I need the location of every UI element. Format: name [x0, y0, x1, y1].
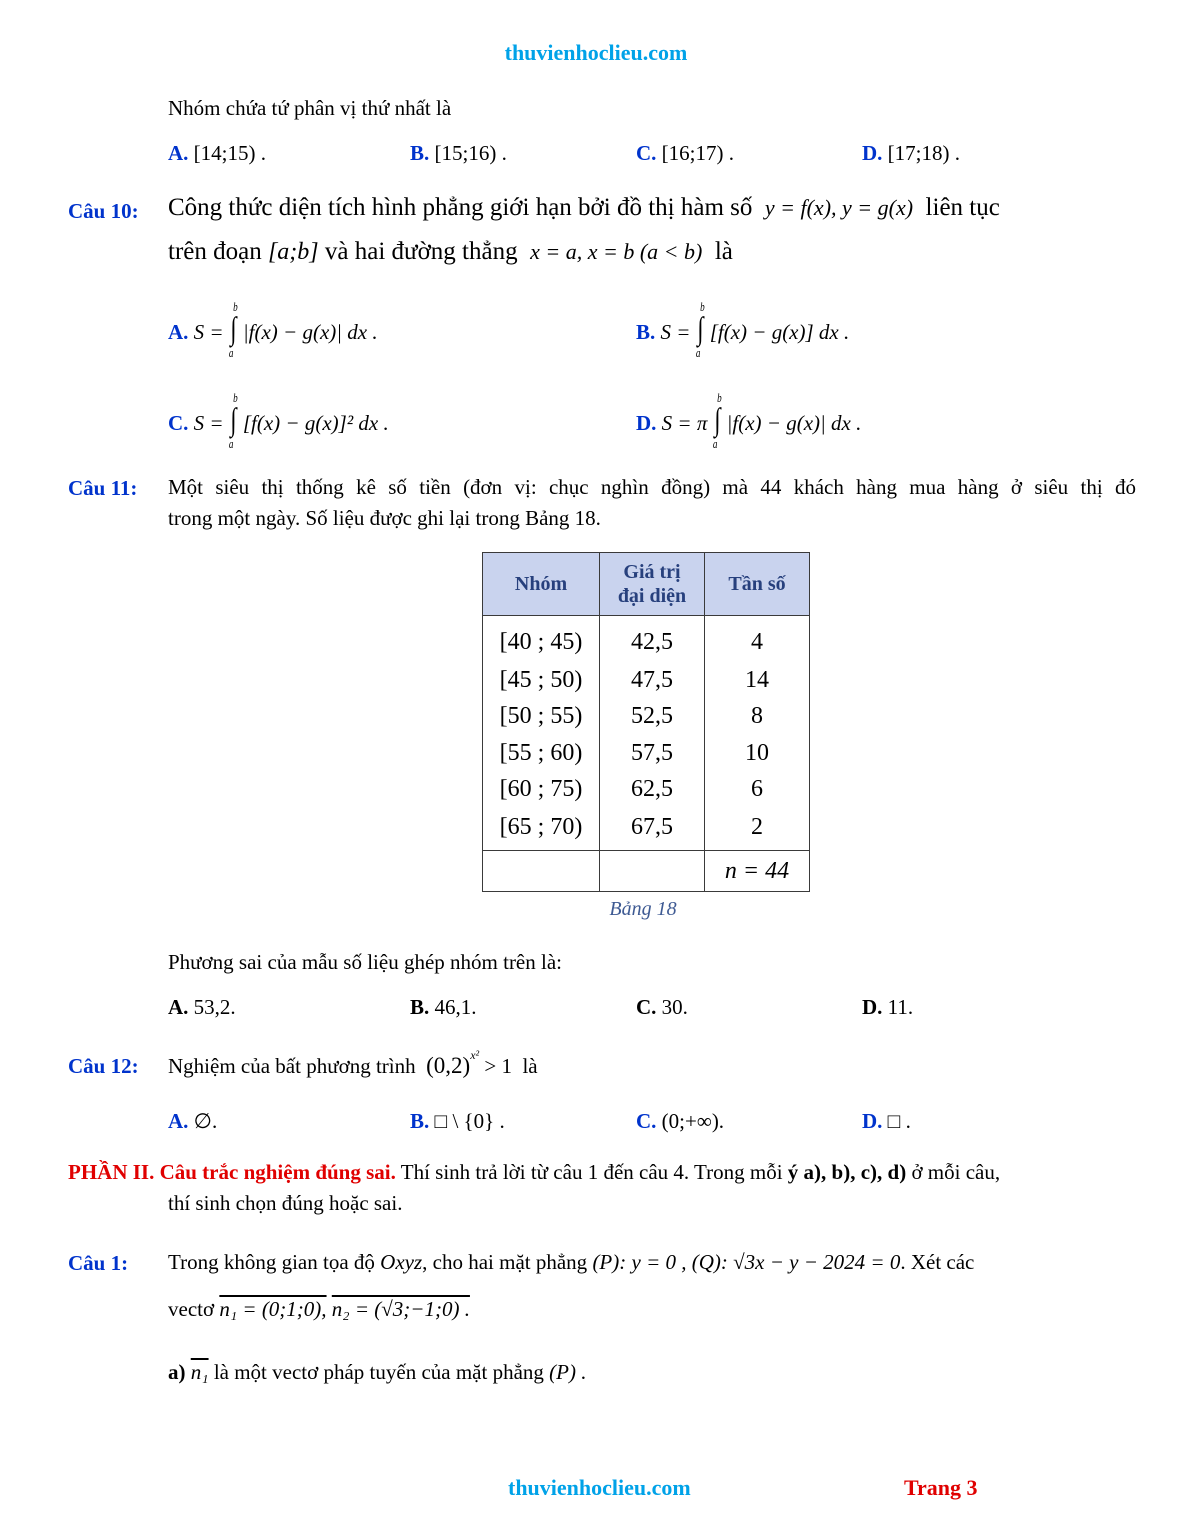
q10-option-b[interactable]: B. S = ∫ b a [f(x) − g(x)] dx . [636, 299, 850, 360]
table-row: [60 ; 75) 62,5 6 [483, 771, 810, 808]
q12-option-a[interactable]: A. ∅. [168, 1109, 218, 1133]
table-row: [45 ; 50) 47,5 14 [483, 662, 810, 698]
q10-line2: trên đoạn [a;b] và hai đường thẳng x = a, x = b (a < b) là [168, 238, 733, 265]
q10-option-d[interactable]: D. S = π ∫ b a |f(x) − g(x)| dx . [636, 390, 862, 451]
q12-option-b[interactable]: B. □ \ {0} . [410, 1109, 505, 1133]
part2-line2: thí sinh chọn đúng hoặc sai. [168, 1191, 403, 1215]
table-caption: Bảng 18 [609, 898, 677, 920]
q10-option-c[interactable]: C. S = ∫ b a [f(x) − g(x)]² dx . [168, 390, 389, 451]
q12-option-c[interactable]: C. (0;+∞). [636, 1109, 725, 1133]
table-header: Tần số [705, 553, 810, 616]
q11-option-c[interactable]: C. 30. [636, 995, 688, 1019]
q10-line1: Công thức diện tích hình phẳng giới hạn bởi đồ thị hàm số y = f(x), y = g(x) liên tục [168, 194, 1000, 221]
table-header-row [483, 553, 810, 616]
q11-option-b[interactable]: B. 46,1. [410, 995, 477, 1019]
q11-label: Câu 11: [68, 476, 138, 500]
table-header: Nhóm [483, 553, 600, 616]
p2q1-item-a[interactable]: a) n₁ là một vectơ pháp tuyến của mặt phẳng (P) . [168, 1360, 587, 1384]
q9-option-d[interactable]: D. [17;18) . [862, 141, 960, 165]
table-row: [55 ; 60) 57,5 10 [483, 735, 810, 771]
q11-prompt: Phương sai của mẫu số liệu ghép nhóm trên là: [168, 950, 562, 974]
q10-option-a[interactable]: A. S = ∫ b a |f(x) − g(x)| dx . [168, 299, 378, 360]
q9-prompt: Nhóm chứa tứ phân vị thứ nhất là [168, 96, 452, 120]
q11-line1: Một siêu thị thống kê số tiền (đơn vị: chục nghìn đồng) mà 44 khách hàng mua hàng ở siêu thị đó [168, 475, 1136, 499]
part2-line1: PHẦN II. Câu trắc nghiệm đúng sai. Thí sinh trả lời từ câu 1 đến câu 4. Trong mỗi ý a), b), c), d) ở mỗi câu, [68, 1160, 1001, 1184]
footer-site[interactable]: thuvienhoclieu.com [508, 1475, 691, 1500]
q9-option-a[interactable]: A. [14;15) . [168, 141, 266, 165]
integral-sign: ∫ b a [228, 299, 238, 360]
p2q1-line1: Trong không gian tọa độ Oxyz, cho hai mặt phẳng (P): y = 0 , (Q): √3x − y − 2024 = 0. Xét các [168, 1250, 975, 1274]
q12-label: Câu 12: [68, 1054, 139, 1078]
q12-option-d[interactable]: D. □ . [862, 1109, 911, 1133]
q9-option-c[interactable]: C. [16;17) . [636, 141, 734, 165]
integral-sign: ∫ b a [695, 299, 705, 360]
p2q1-line2: vectơ n₁ = (0;1;0), n₂ = (√3;−1;0) . [168, 1297, 470, 1321]
table-row: [50 ; 55) 52,5 8 [483, 698, 810, 735]
table-row: [65 ; 70) 67,5 2 [483, 808, 810, 851]
table-total: n = 44 [705, 851, 810, 892]
p2q1-label: Câu 1: [68, 1251, 129, 1275]
q12-text: Nghiệm của bất phương trình $(0,2)^{x^2} > 1$ là [168, 1048, 538, 1078]
page-number: Trang 3 [904, 1475, 978, 1500]
integral-sign: ∫ b a [712, 390, 722, 451]
q11-option-a[interactable]: A. 53,2. [168, 995, 236, 1019]
header-site[interactable]: thuvienhoclieu.com [504, 40, 688, 65]
q11-line2: trong một ngày. Số liệu được ghi lại trong Bảng 18. [168, 506, 601, 530]
frequency-table [482, 552, 810, 892]
table-total-row [483, 851, 810, 892]
q9-option-b[interactable]: B. [15;16) . [410, 141, 507, 165]
table-header: Giá trị đại diện [600, 553, 705, 616]
table-row: [40 ; 45) 42,5 4 [483, 616, 810, 663]
q10-label: Câu 10: [68, 199, 139, 223]
integral-sign: ∫ b a [228, 390, 238, 451]
q11-option-d[interactable]: D. 11. [862, 995, 914, 1019]
